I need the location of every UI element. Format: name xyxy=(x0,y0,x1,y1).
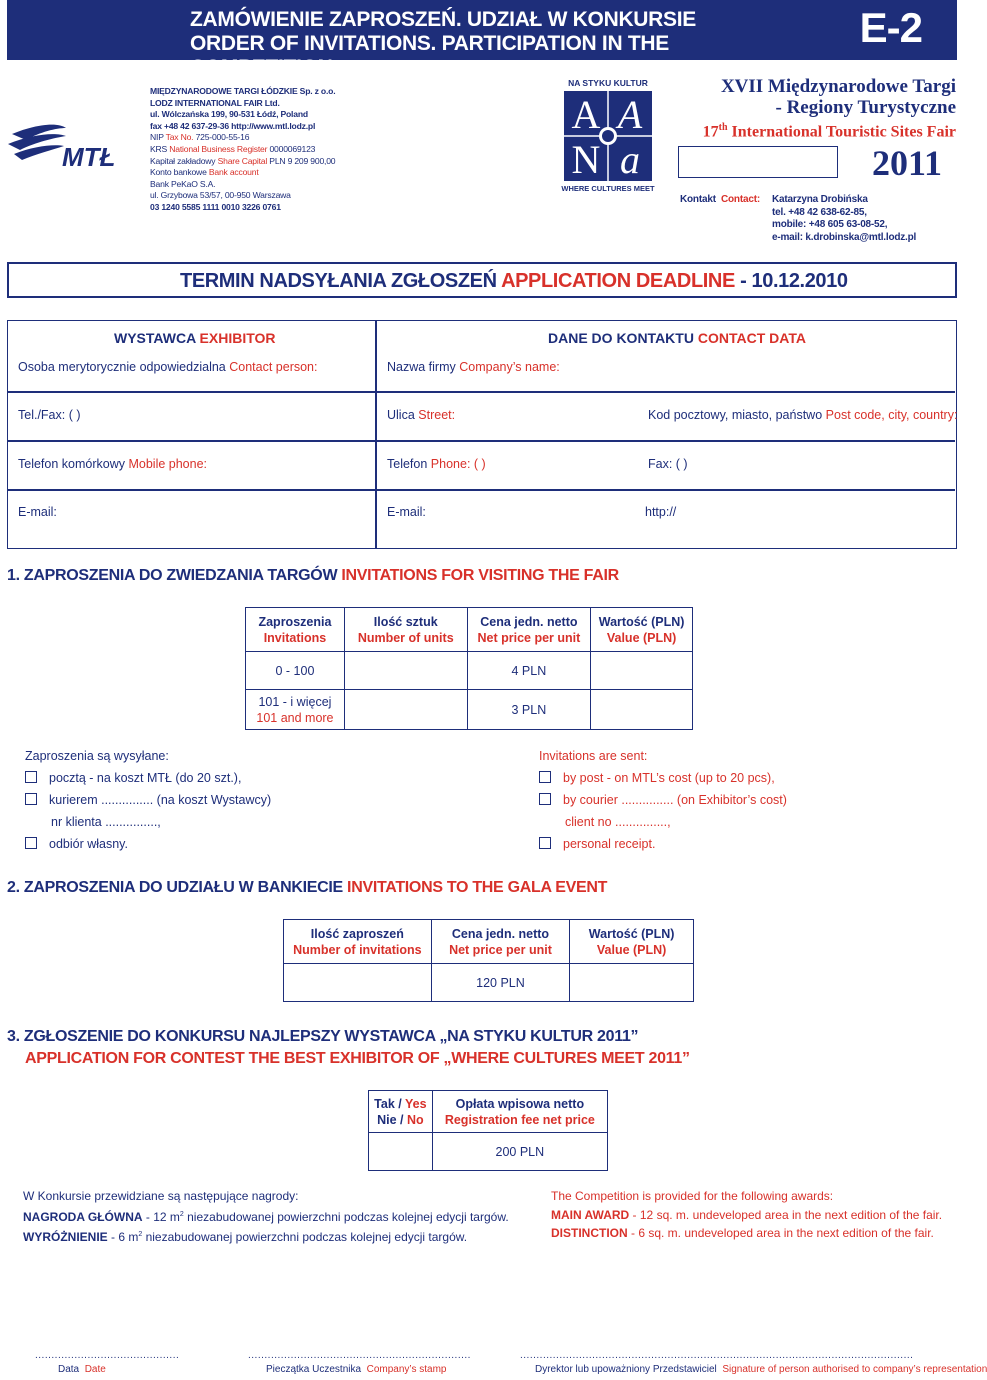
contact-email: e-mail: k.drobinska@mtl.lodz.pl xyxy=(772,231,917,243)
header-units-pl: Ilość sztuk xyxy=(373,614,438,629)
deadline-pl: TERMIN NADSYŁANIA ZGŁOSZEŃ xyxy=(180,270,497,292)
section1-number: 1. xyxy=(7,567,20,584)
website-field[interactable]: http:// xyxy=(645,505,677,519)
title-english: ORDER OF INVITATIONS. PARTICIPATION IN THE COMPETITION xyxy=(190,32,669,79)
company-name-en: LODZ INTERNATIONAL FAIR Ltd. xyxy=(150,97,280,108)
delivery-option-pickup-en[interactable] xyxy=(539,833,787,855)
director-label-en: Signature of person authorised to company’s representation xyxy=(722,1364,987,1375)
fair-year: 2011 xyxy=(872,143,943,183)
fair-title xyxy=(668,76,956,142)
svg-text:N: N xyxy=(571,137,601,182)
price-cell: 120 PLN xyxy=(431,964,570,1002)
mobile-label-pl: Telefon komórkowy xyxy=(18,457,125,471)
post-code-field[interactable] xyxy=(648,408,957,422)
main-award-size-pl: - 12 m xyxy=(142,1209,180,1224)
post-code-label-pl: Kod pocztowy, miasto, państwo xyxy=(648,408,823,422)
delivery-options-pl xyxy=(25,745,271,855)
awards-intro-pl: W Konkursie przewidziane są następujące nagrody: xyxy=(23,1189,299,1203)
krs-value: 0000069123 xyxy=(269,143,316,154)
street-field[interactable] xyxy=(387,408,455,422)
svg-text:A: A xyxy=(571,92,601,137)
distinction-size-pl: - 6 m xyxy=(107,1230,139,1244)
company-address: ul. Wólczańska 199, 90-531 Łódź, Poland xyxy=(150,109,308,120)
company-fax: fax +48 42 637-29-36 http://www.mtl.lodz.pl xyxy=(150,120,316,131)
bank-label-en: Bank account xyxy=(208,167,259,178)
email-field-1[interactable]: E-mail: xyxy=(18,505,57,519)
delivery-option-courier-en[interactable] xyxy=(539,789,787,811)
date-signature-line[interactable]: ............................................ xyxy=(35,1350,180,1361)
company-capital xyxy=(150,156,480,168)
distinction-label-pl: WYRÓŻNIENIE xyxy=(23,1230,108,1244)
company-name-pl: MIĘDZYNARODOWE TARGI ŁÓDZKIE Sp. z o.o. xyxy=(150,86,336,96)
mobile-phone-field[interactable] xyxy=(18,457,207,471)
stamp-label xyxy=(266,1364,446,1375)
company-bank xyxy=(150,167,480,179)
table-header xyxy=(246,608,345,652)
section2-number: 2. xyxy=(7,879,20,896)
svg-text:a: a xyxy=(620,137,640,182)
table-row xyxy=(284,964,694,1002)
checkbox[interactable] xyxy=(25,771,37,783)
visiting-invitations-table xyxy=(245,607,693,730)
header-value-en: Value (PLN) xyxy=(606,630,677,645)
section3-title xyxy=(7,1026,690,1070)
option-label: by courier ............... (on Exhibitor’s cost) xyxy=(563,793,787,807)
section2-title-pl: ZAPROSZENIA DO UDZIAŁU W BANKIECIE xyxy=(23,879,343,896)
checkbox[interactable] xyxy=(25,793,37,805)
fee-cell: 200 PLN xyxy=(432,1133,607,1171)
krs-label: KRS xyxy=(150,143,168,154)
option-label: kurierem ............... (na koszt Wystawcy) xyxy=(49,793,272,807)
contact-mobile: mobile: +48 605 63-08-52, xyxy=(772,219,888,230)
distinction-label-en: DISTINCTION xyxy=(551,1226,628,1240)
range-pl: 101 - i więcej xyxy=(258,694,332,709)
option-label: pocztą - na koszt MTŁ (do 20 szt.), xyxy=(49,771,242,785)
section1-title xyxy=(7,567,619,585)
table-row xyxy=(246,690,693,730)
mtl-logo xyxy=(6,120,128,176)
nip-label: NIP xyxy=(150,132,164,143)
fair-edition-number: 17 xyxy=(702,123,719,141)
nip-label-en: Tax No. xyxy=(165,132,194,143)
na-styku-kultur-logo xyxy=(560,76,656,194)
director-label-pl: Dyrektor lub upoważniony Przedstawiciel xyxy=(535,1364,717,1375)
section1-title-en: INVITATIONS FOR VISITING THE FAIR xyxy=(341,567,619,584)
delivery-options-en xyxy=(539,745,787,855)
mtl-logo-text: MTŁ xyxy=(62,142,116,172)
option-label: odbiór własny. xyxy=(49,837,128,851)
range-cell: 0 - 100 xyxy=(246,652,345,690)
delivery-option-courier[interactable] xyxy=(25,789,271,811)
deadline-date: - 10.12.2010 xyxy=(734,270,848,292)
ans-logo-bottom-text: WHERE CULTURES MEET xyxy=(561,184,655,193)
exhibitor-heading xyxy=(114,330,276,346)
fair-edition-suffix: th xyxy=(718,122,728,133)
main-award-text-pl: niezabudowanej powierzchni podczas kolejnej edycji targów. xyxy=(183,1209,509,1224)
contact-data-heading xyxy=(548,330,806,346)
title-polish: ZAMÓWIENIE ZAPROSZEŃ. UDZIAŁ W KONKURSIE xyxy=(190,8,696,31)
contact-label xyxy=(680,194,760,205)
table-header xyxy=(570,920,694,964)
mobile-label-en: Mobile phone: xyxy=(128,457,208,471)
main-award-label-en: MAIN AWARD xyxy=(551,1207,630,1222)
header-price-pl: Cena jedn. netto xyxy=(451,926,550,941)
distinction-unit-sup: 2 xyxy=(138,1231,143,1238)
stamp-signature-line[interactable]: .................................................................... xyxy=(248,1350,471,1361)
header-count-pl: Ilość zaproszeń xyxy=(310,926,404,941)
company-name-label-en: Company’s name: xyxy=(459,360,560,374)
header-value-pl: Wartość (PLN) xyxy=(588,926,675,941)
company-krs xyxy=(150,144,480,156)
contest-table xyxy=(368,1090,608,1171)
stamp-label-pl: Pieczątka Uczestnika xyxy=(266,1364,362,1375)
street-label-en: Street: xyxy=(418,408,456,422)
deadline-en: APPLICATION DEADLINE xyxy=(501,270,735,292)
contact-label-en: Contact: xyxy=(721,194,760,205)
delivery-option-post[interactable] xyxy=(25,767,271,789)
header-count-en: Number of invitations xyxy=(293,942,422,957)
yes-en: Yes xyxy=(404,1096,427,1111)
main-award-pl xyxy=(23,1206,523,1227)
capital-label: Kapitał zakładowy xyxy=(150,155,216,166)
fee-header-en: Registration fee net price xyxy=(444,1112,595,1127)
delivery-heading-en: Invitations are sent: xyxy=(539,749,648,763)
table-header xyxy=(591,608,693,652)
email-field-2[interactable]: E-mail: xyxy=(387,505,426,519)
company-nip xyxy=(150,132,480,144)
post-code-label-en: Post code, city, country: xyxy=(825,408,958,422)
distinction-en xyxy=(551,1224,956,1243)
header-value-pl: Wartość (PLN) xyxy=(598,614,685,629)
value-input-cell[interactable] xyxy=(591,690,693,730)
director-label xyxy=(535,1364,987,1375)
contact-tel: tel. +48 42 638-62-85, xyxy=(772,206,867,218)
checkbox[interactable] xyxy=(539,771,551,783)
section3-number: 3. xyxy=(7,1028,20,1045)
header-price-pl: Cena jedn. netto xyxy=(480,614,578,629)
gala-invitations-table xyxy=(283,919,694,1002)
svg-text:A: A xyxy=(617,92,643,137)
table-row xyxy=(369,1133,608,1171)
table-header: Tak / Yes Nie / No xyxy=(369,1091,433,1133)
exhibitor-heading-en: EXHIBITOR xyxy=(199,330,276,346)
company-info xyxy=(150,86,480,214)
awards-pl xyxy=(23,1187,523,1247)
fair-title-line3 xyxy=(668,118,956,142)
header-invitations-en: Invitations xyxy=(263,630,327,645)
street-label-pl: Ulica xyxy=(387,408,415,422)
price-cell: 4 PLN xyxy=(467,652,591,690)
range-en: 101 and more xyxy=(256,710,334,725)
contact-info xyxy=(772,194,916,244)
document-title xyxy=(190,8,790,80)
contact-person-field[interactable] xyxy=(18,360,317,374)
bank-address: ul. Grzybowa 53/57, 00-950 Warszawa xyxy=(150,190,291,201)
main-award-en xyxy=(551,1206,956,1225)
awards-intro-en: The Competition is provided for the following awards: xyxy=(551,1189,834,1203)
yes-no-input-cell[interactable] xyxy=(369,1133,433,1171)
table-header xyxy=(432,1091,607,1133)
distinction-text-en: - 6 sq. m. undeveloped area in the next edition of the fair. xyxy=(627,1226,934,1240)
date-label xyxy=(58,1364,106,1375)
distinction-text-pl: niezabudowanej powierzchni podczas kolejnej edycji targów. xyxy=(142,1230,468,1244)
krs-label-en: National Business Register xyxy=(169,143,268,154)
header-price-en: Net price per unit xyxy=(477,630,581,645)
count-input-cell[interactable] xyxy=(284,964,432,1002)
contact-person-label-pl: Osoba merytorycznie odpowiedzialna xyxy=(18,360,226,374)
delivery-option-pickup[interactable] xyxy=(25,833,271,855)
checkbox[interactable] xyxy=(25,837,37,849)
exhibitor-heading-pl: WYSTAWCA xyxy=(114,330,196,346)
no-pl: Nie xyxy=(377,1112,397,1127)
bank-label: Konto bankowe xyxy=(150,167,207,178)
nip-value: 725-000-55-16 xyxy=(195,132,250,143)
value-input-cell[interactable] xyxy=(570,964,694,1002)
fair-title-en: International Touristic Sites Fair xyxy=(727,123,956,141)
phone-label-en: Phone: xyxy=(430,457,471,471)
fair-title-line1: XVII Międzynarodowe Targi xyxy=(720,76,956,97)
table-header xyxy=(284,920,432,964)
phone-label-pl: Telefon xyxy=(387,457,428,471)
range-cell xyxy=(246,690,345,730)
client-number-field-en[interactable]: client no ..............., xyxy=(565,815,671,829)
yes-pl: Tak xyxy=(374,1096,395,1111)
stamp-label-en: Company’s stamp xyxy=(366,1364,447,1375)
ans-logo-top-text: NA STYKU KULTUR xyxy=(568,78,648,88)
no-en: No xyxy=(406,1112,424,1127)
header-invitations-pl: Zaproszenia xyxy=(258,614,332,629)
contact-data-heading-pl: DANE DO KONTAKTU xyxy=(548,330,694,346)
director-signature-line[interactable]: ........................................................................................................................ xyxy=(520,1350,914,1361)
section2-title xyxy=(7,879,607,897)
header-units-en: Number of units xyxy=(357,630,454,645)
form-code: E-2 xyxy=(859,4,922,51)
units-input-cell[interactable] xyxy=(344,652,467,690)
tel-fax-field[interactable]: Tel./Fax: ( ) xyxy=(18,408,81,422)
contact-name: Katarzyna Drobińska xyxy=(772,194,868,205)
fair-empty-box xyxy=(678,146,838,178)
main-award-text-en: - 12 sq. m. undeveloped area in the next edition of the fair. xyxy=(629,1207,943,1222)
option-label: by post - on MTL’s cost (up to 20 pcs), xyxy=(563,771,775,785)
units-input-cell[interactable] xyxy=(344,690,467,730)
bank-account: 03 1240 5585 1111 0010 3226 0761 xyxy=(150,201,281,212)
checkbox[interactable] xyxy=(539,793,551,805)
option-label: personal receipt. xyxy=(563,837,656,851)
fax-field[interactable]: Fax: ( ) xyxy=(648,457,688,471)
exhibitor-form xyxy=(7,320,957,549)
date-label-pl: Data xyxy=(58,1364,80,1375)
company-name-label-pl: Nazwa firmy xyxy=(387,360,456,374)
awards-en xyxy=(551,1187,956,1243)
company-name-field[interactable] xyxy=(387,360,560,374)
table-row xyxy=(246,652,693,690)
header-value-en: Value (PLN) xyxy=(596,942,667,957)
bank-name: Bank PeKaO S.A. xyxy=(150,178,216,189)
phone-area-code: ( ) xyxy=(473,457,486,471)
capital-label-en: Share Capital xyxy=(217,155,268,166)
price-cell: 3 PLN xyxy=(467,690,591,730)
header-price-en: Net price per unit xyxy=(449,942,552,957)
value-input-cell[interactable] xyxy=(591,652,693,690)
section3-title-en: APPLICATION FOR CONTEST THE BEST EXHIBITOR OF „WHERE CULTURES MEET 2011” xyxy=(25,1050,690,1067)
fair-title-line2: - Regiony Turystyczne xyxy=(775,97,956,118)
phone-field[interactable] xyxy=(387,457,486,471)
contact-person-label-en: Contact person: xyxy=(229,360,318,374)
fee-header-pl: Opłata wpisowa netto xyxy=(455,1096,585,1111)
delivery-option-post-en[interactable] xyxy=(539,767,787,789)
table-header xyxy=(467,608,591,652)
distinction-pl xyxy=(23,1226,523,1247)
section3-title-pl: ZGŁOSZENIE DO KONKURSU NAJLEPSZY WYSTAWCA „NA STYKU KULTUR 2011” xyxy=(23,1028,639,1045)
table-header xyxy=(344,608,467,652)
contact-label-pl: Kontakt xyxy=(680,194,716,205)
checkbox[interactable] xyxy=(539,837,551,849)
delivery-heading-pl: Zaproszenia są wysyłane: xyxy=(25,749,169,763)
table-header xyxy=(431,920,570,964)
date-label-en: Date xyxy=(84,1364,106,1375)
section2-title-en: INVITATIONS TO THE GALA EVENT xyxy=(347,879,608,896)
contact-data-heading-en: CONTACT DATA xyxy=(697,330,806,346)
main-award-unit-sup: 2 xyxy=(179,1210,184,1218)
client-number-field[interactable]: nr klienta ..............., xyxy=(51,815,161,829)
capital-value: PLN 9 209 900,00 xyxy=(269,155,336,166)
deadline-text xyxy=(180,270,848,293)
section1-title-pl: ZAPROSZENIA DO ZWIEDZANIA TARGÓW xyxy=(23,567,338,584)
main-award-label-pl: NAGRODA GŁÓWNA xyxy=(23,1209,143,1224)
